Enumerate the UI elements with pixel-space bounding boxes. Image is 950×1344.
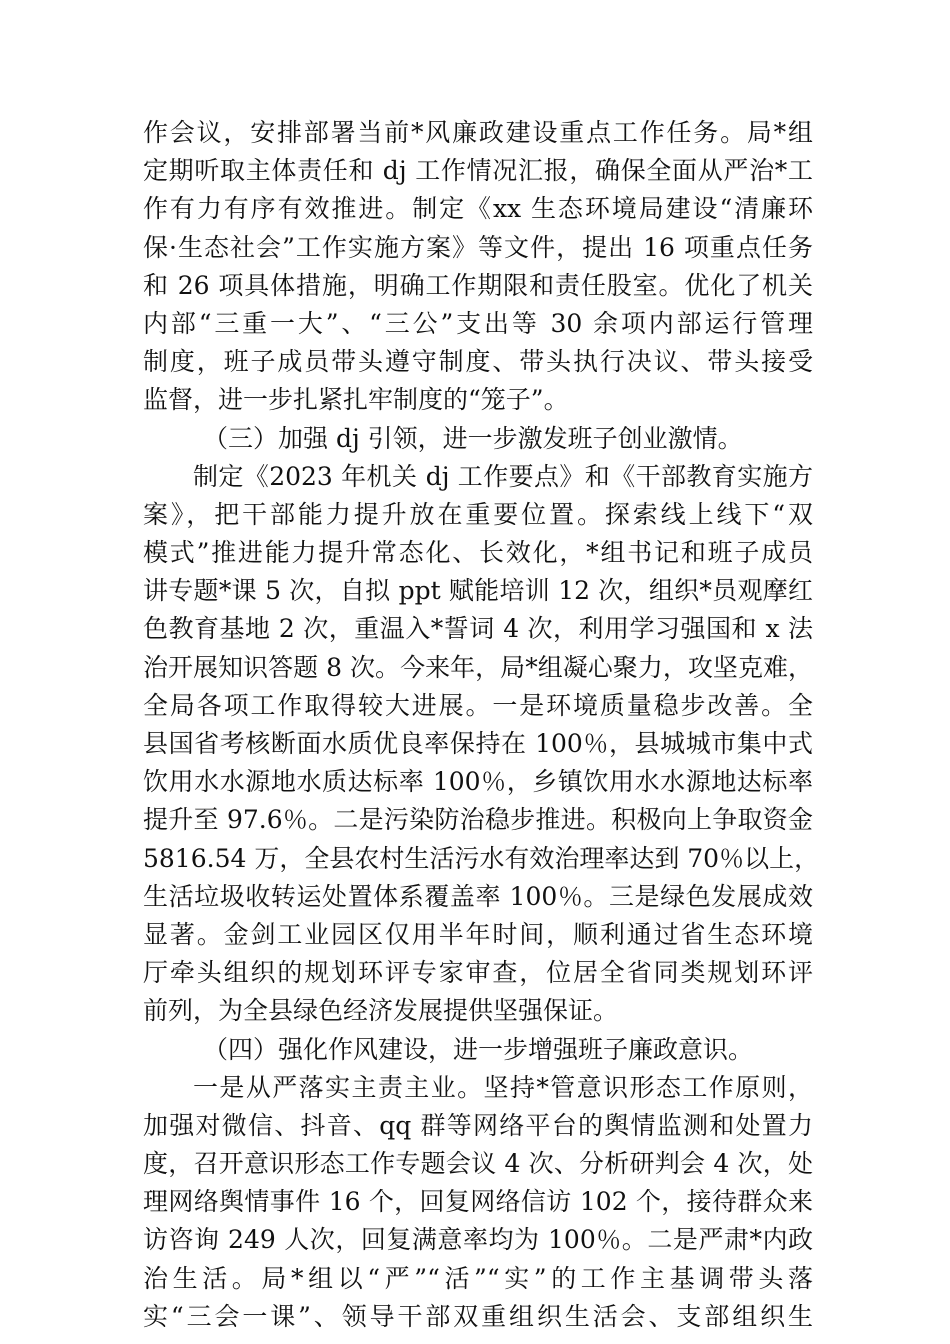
text-line: 作会议，安排部署当前*风廉政建设重点工作任务。局*组: [143, 118, 813, 147]
text-line: 制定《2023 年机关 dj 工作要点》和《干部教育实施方: [193, 461, 813, 491]
text-line: 理网络舆情事件 16 个，回复网络信访 102 个，接待群众来: [143, 1187, 813, 1217]
text-line: 度，召开意识形态工作专题会议 4 次、分析研判会 4 次，处: [143, 1149, 813, 1179]
section-heading: [143, 420, 813, 458]
document-body: [143, 114, 820, 1336]
text-line: 治生活。局*组以“严”“活”“实”的工作主基调带头落: [143, 1263, 813, 1293]
text-line: 访咨询 249 人次，回复满意率均为 100％。二是严肃*内政: [143, 1225, 813, 1255]
text-line: 全局各项工作取得较大进展。一是环境质量稳步改善。全: [143, 690, 813, 720]
text-line: 实“三会一课”、领导干部双重组织生活会、支部组织生: [143, 1301, 813, 1331]
text-line: 作有力有序有效推进。制定《xx 生态环境局建设“清廉环: [143, 194, 813, 224]
text-line: 定期听取主体责任和 dj 工作情况汇报，确保全面从严治*工: [143, 156, 813, 186]
heading-line: （四）强化作风建设，进一步增强班子廉政意识。: [203, 1034, 754, 1064]
text-line: 色教育基地 2 次，重温入*誓词 4 次，利用学习强国和 x 法: [143, 614, 813, 644]
text-line: 生活垃圾收转运处置体系覆盖率 100％。三是绿色发展成效: [143, 881, 813, 911]
text-line: 饮用水水源地水质达标率 100％，乡镇饮用水水源地达标率: [143, 767, 813, 797]
text-line: 内部“三重一大”、“三公”支出等 30 余项内部运行管理: [143, 308, 813, 338]
text-line: 案》，把干部能力提升放在重要位置。探索线上线下“双: [143, 499, 813, 529]
text-line: 提升至 97.6％。二是污染防治稳步推进。积极向上争取资金: [143, 805, 813, 835]
text-line: 治开展知识答题 8 次。今来年，局*组凝心聚力，攻坚克难，: [143, 652, 813, 682]
text-line: 县国省考核断面水质优良率保持在 100％，县城城市集中式: [143, 729, 813, 758]
text-line: 一是从严落实主责主业。坚持*管意识形态工作原则，: [193, 1072, 813, 1102]
heading-line: （三）加强 dj 引领，进一步激发班子创业激情。: [203, 423, 743, 453]
text-line: 模式”推进能力提升常态化、长效化，*组书记和班子成员: [143, 538, 813, 568]
text-line: 保·生态社会”工作实施方案》等文件，提出 16 项重点任务: [143, 232, 813, 262]
text-line: 加强对微信、抖音、qq 群等网络平台的舆情监测和处置力: [143, 1110, 813, 1140]
text-line: 5816.54 万，全县农村生活污水有效治理率达到 70％以上，: [143, 843, 820, 873]
paragraph: [143, 114, 813, 420]
text-line: 显著。金剑工业园区仅用半年时间，顺利通过省生态环境: [143, 919, 813, 949]
paragraph: [143, 458, 820, 1031]
paragraph: [143, 1069, 813, 1336]
text-line: 监督，进一步扎紧扎牢制度的“笼子”。: [143, 385, 569, 415]
text-line: 讲专题*课 5 次，自拟 ppt 赋能培训 12 次，组织*员观摩红: [143, 576, 813, 606]
text-line: 制度，班子成员带头遵守制度、带头执行决议、带头接受: [143, 347, 813, 377]
text-line: 厅牵头组织的规划环评专家审查，位居全省同类规划环评: [143, 958, 813, 988]
section-heading: [143, 1031, 813, 1069]
text-line: 和 26 项具体措施，明确工作期限和责任股室。优化了机关: [143, 270, 813, 300]
text-line: 前列，为全县绿色经济发展提供坚强保证。: [143, 996, 619, 1026]
